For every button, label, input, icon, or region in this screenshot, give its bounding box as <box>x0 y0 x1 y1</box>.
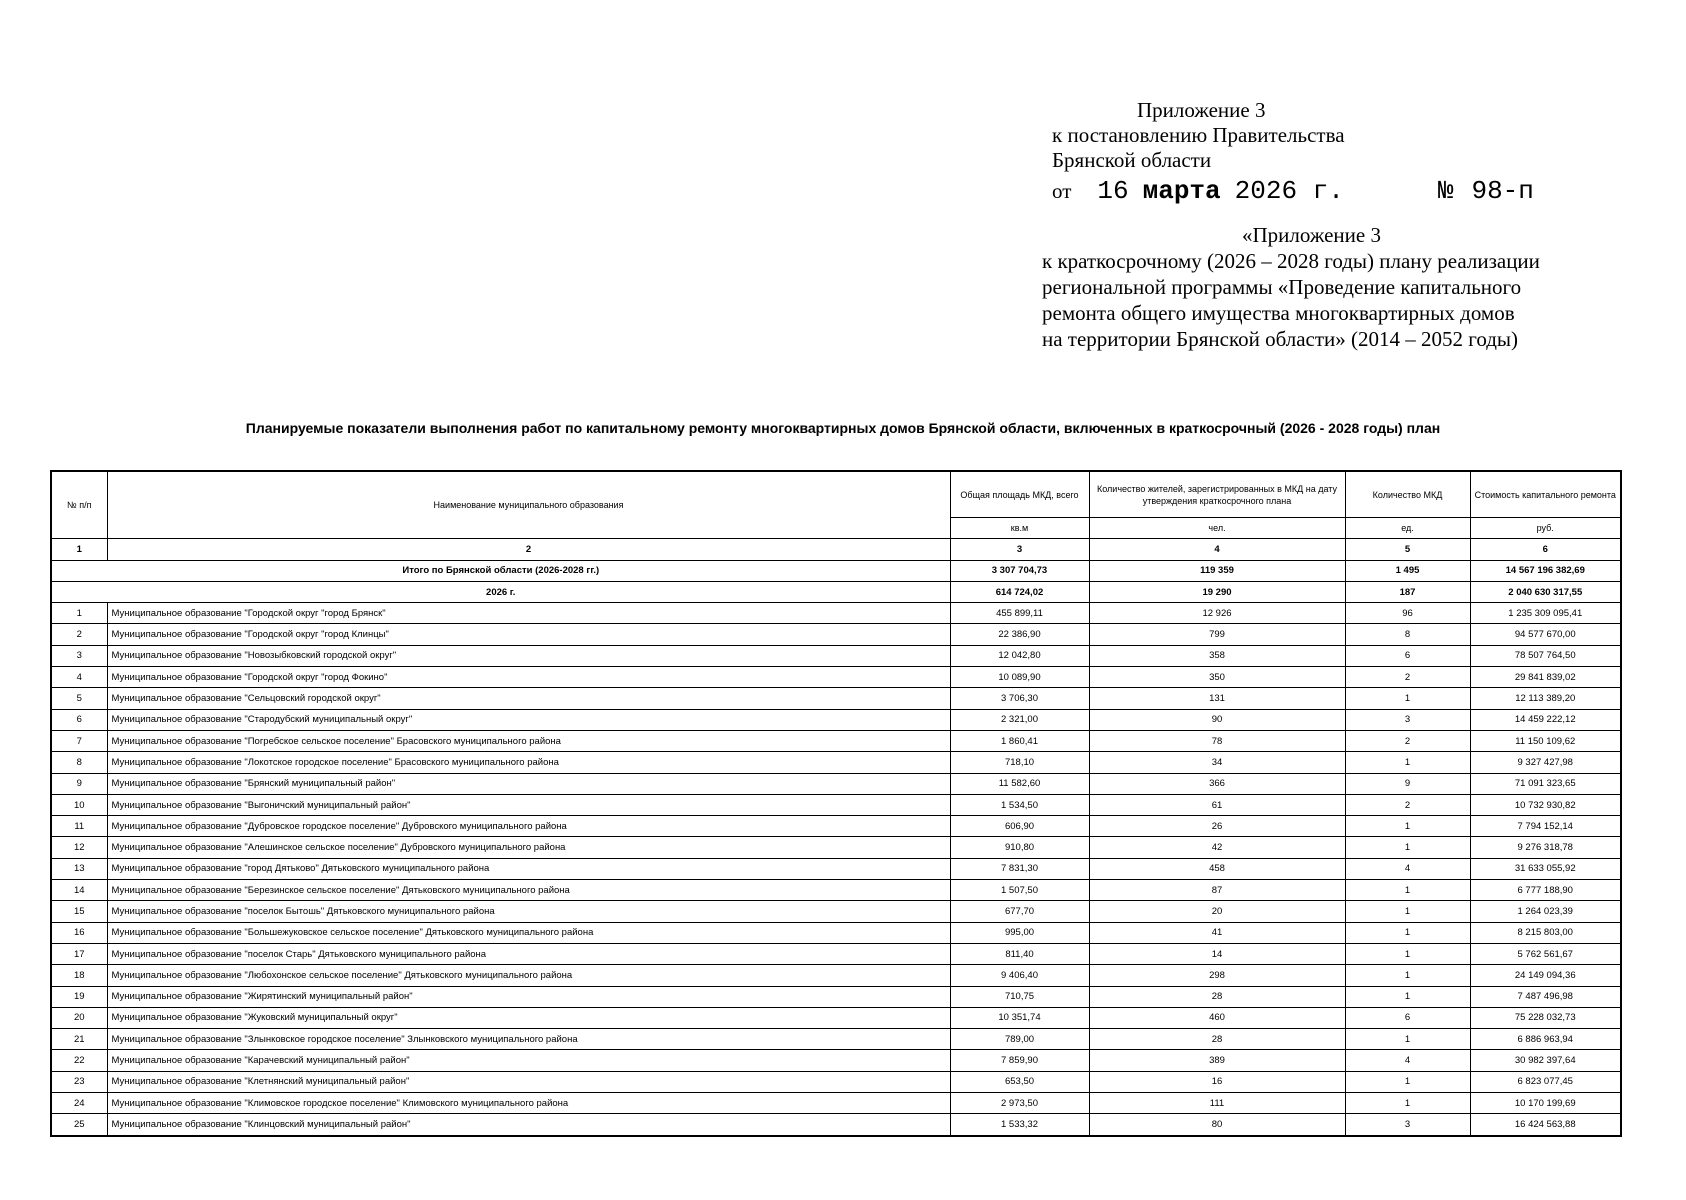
row-count: 2 <box>1345 667 1470 688</box>
row-cost: 5 762 561,67 <box>1470 943 1621 964</box>
row-cost: 1 235 309 095,41 <box>1470 603 1621 624</box>
row-cost: 6 777 188,90 <box>1470 880 1621 901</box>
row-name: Муниципальное образование "Большежуковское сельское поселение" Дятьковского муниципального района <box>107 922 950 943</box>
row-count: 6 <box>1345 1007 1470 1028</box>
total-area: 3 307 704,73 <box>950 560 1089 581</box>
row-area: 2 321,00 <box>950 709 1089 730</box>
annex-line-4: ремонта общего имущества многоквартирных домов <box>1042 301 1515 325</box>
resolution-date-line <box>1052 175 1534 207</box>
table-row <box>51 752 1621 773</box>
row-cost: 71 091 323,65 <box>1470 773 1621 794</box>
row-area: 3 706,30 <box>950 688 1089 709</box>
row-num: 20 <box>51 1007 107 1028</box>
row-name: Муниципальное образование "Климовское городское поселение" Климовского муниципального района <box>107 1093 950 1114</box>
year-residents: 19 290 <box>1089 581 1345 602</box>
row-num: 19 <box>51 986 107 1007</box>
row-area: 995,00 <box>950 922 1089 943</box>
table-row <box>51 858 1621 879</box>
row-num: 25 <box>51 1114 107 1136</box>
table-row <box>51 1093 1621 1114</box>
row-num: 2 <box>51 624 107 645</box>
row-name: Муниципальное образование "Любохонское сельское поселение" Дятьковского муниципального района <box>107 965 950 986</box>
table-row <box>51 880 1621 901</box>
row-num: 5 <box>51 688 107 709</box>
row-area: 455 899,11 <box>950 603 1089 624</box>
table-row <box>51 645 1621 666</box>
table-row <box>51 1029 1621 1050</box>
row-num: 9 <box>51 773 107 794</box>
row-num: 6 <box>51 709 107 730</box>
row-cost: 16 424 563,88 <box>1470 1114 1621 1136</box>
table-row <box>51 773 1621 794</box>
total-count: 1 495 <box>1345 560 1470 581</box>
table-row <box>51 730 1621 751</box>
annex-line-5: на территории Брянской области» (2014 – 2052 годы) <box>1042 327 1519 351</box>
row-residents: 358 <box>1089 645 1345 666</box>
row-num: 15 <box>51 901 107 922</box>
row-num: 12 <box>51 837 107 858</box>
row-area: 10 089,90 <box>950 667 1089 688</box>
row-count: 3 <box>1345 1114 1470 1136</box>
row-num: 23 <box>51 1071 107 1092</box>
resolution-reference: к постановлению Правительства <box>1052 123 1345 147</box>
row-area: 7 859,90 <box>950 1050 1089 1071</box>
row-residents: 42 <box>1089 837 1345 858</box>
row-residents: 28 <box>1089 986 1345 1007</box>
row-cost: 24 149 094,36 <box>1470 965 1621 986</box>
row-residents: 41 <box>1089 922 1345 943</box>
row-count: 4 <box>1345 1050 1470 1071</box>
table-row <box>51 901 1621 922</box>
header-area: Общая площадь МКД, всего <box>950 471 1089 518</box>
row-cost: 14 459 222,12 <box>1470 709 1621 730</box>
row-count: 1 <box>1345 752 1470 773</box>
row-count: 1 <box>1345 1093 1470 1114</box>
resolution-header <box>1052 98 1534 207</box>
header-name: Наименование муниципального образования <box>107 471 950 539</box>
row-residents: 20 <box>1089 901 1345 922</box>
table-row <box>51 1114 1621 1136</box>
row-residents: 16 <box>1089 1071 1345 1092</box>
row-residents: 61 <box>1089 794 1345 815</box>
row-name: Муниципальное образование "Клетнянский муниципальный район" <box>107 1071 950 1092</box>
row-num: 16 <box>51 922 107 943</box>
table-row <box>51 922 1621 943</box>
row-area: 606,90 <box>950 816 1089 837</box>
year-row <box>51 581 1621 602</box>
row-area: 677,70 <box>950 901 1089 922</box>
row-residents: 26 <box>1089 816 1345 837</box>
row-name: Муниципальное образование "Березинское сельское поселение" Дятьковского муниципального района <box>107 880 950 901</box>
table-row <box>51 603 1621 624</box>
number-label: № <box>1437 176 1454 206</box>
row-residents: 389 <box>1089 1050 1345 1071</box>
colnum-6: 6 <box>1470 539 1621 560</box>
row-area: 1 860,41 <box>950 730 1089 751</box>
row-cost: 6 823 077,45 <box>1470 1071 1621 1092</box>
capital-repair-table <box>50 470 1622 1137</box>
row-count: 2 <box>1345 730 1470 751</box>
row-residents: 78 <box>1089 730 1345 751</box>
table-row <box>51 943 1621 964</box>
row-area: 9 406,40 <box>950 965 1089 986</box>
row-num: 17 <box>51 943 107 964</box>
row-cost: 29 841 839,02 <box>1470 667 1621 688</box>
row-count: 1 <box>1345 943 1470 964</box>
table-title: Планируемые показатели выполнения работ по капитальному ремонту многоквартирных домов Брянской области, включенных в краткосрочный (2026 - 2028 годы) план <box>245 420 1441 436</box>
row-count: 4 <box>1345 858 1470 879</box>
row-count: 1 <box>1345 880 1470 901</box>
table-row <box>51 667 1621 688</box>
row-residents: 14 <box>1089 943 1345 964</box>
region-name: Брянской области <box>1052 148 1212 172</box>
row-num: 11 <box>51 816 107 837</box>
row-residents: 131 <box>1089 688 1345 709</box>
row-residents: 80 <box>1089 1114 1345 1136</box>
row-num: 4 <box>51 667 107 688</box>
row-name: Муниципальное образование "Жирятинский муниципальный район" <box>107 986 950 1007</box>
row-area: 710,75 <box>950 986 1089 1007</box>
table-row <box>51 965 1621 986</box>
row-residents: 87 <box>1089 880 1345 901</box>
date-month: марта <box>1142 176 1221 206</box>
row-cost: 10 170 199,69 <box>1470 1093 1621 1114</box>
colnum-5: 5 <box>1345 539 1470 560</box>
row-area: 11 582,60 <box>950 773 1089 794</box>
year-count: 187 <box>1345 581 1470 602</box>
row-residents: 34 <box>1089 752 1345 773</box>
total-residents: 119 359 <box>1089 560 1345 581</box>
table-row <box>51 1007 1621 1028</box>
row-name: Муниципальное образование "Алешинское сельское поселение" Дубровского муниципального района <box>107 837 950 858</box>
table-row <box>51 816 1621 837</box>
row-area: 22 386,90 <box>950 624 1089 645</box>
row-cost: 94 577 670,00 <box>1470 624 1621 645</box>
date-day: 16 <box>1097 176 1129 206</box>
row-name: Муниципальное образование "Дубровское городское поселение" Дубровского муниципального района <box>107 816 950 837</box>
row-cost: 8 215 803,00 <box>1470 922 1621 943</box>
row-count: 8 <box>1345 624 1470 645</box>
colnum-1: 1 <box>51 539 107 560</box>
row-residents: 350 <box>1089 667 1345 688</box>
row-count: 6 <box>1345 645 1470 666</box>
row-name: Муниципальное образование "Городской округ "город Брянск" <box>107 603 950 624</box>
row-count: 1 <box>1345 1029 1470 1050</box>
row-cost: 11 150 109,62 <box>1470 730 1621 751</box>
row-residents: 298 <box>1089 965 1345 986</box>
row-cost: 31 633 055,92 <box>1470 858 1621 879</box>
table-row <box>51 688 1621 709</box>
row-name: Муниципальное образование "Жуковский муниципальный округ" <box>107 1007 950 1028</box>
row-area: 910,80 <box>950 837 1089 858</box>
row-residents: 366 <box>1089 773 1345 794</box>
table-row <box>51 837 1621 858</box>
row-residents: 111 <box>1089 1093 1345 1114</box>
row-count: 1 <box>1345 1071 1470 1092</box>
year-area: 614 724,02 <box>950 581 1089 602</box>
colnum-4: 4 <box>1089 539 1345 560</box>
row-name: Муниципальное образование "Погребское сельское поселение" Брасовского муниципального района <box>107 730 950 751</box>
row-count: 1 <box>1345 688 1470 709</box>
row-num: 8 <box>51 752 107 773</box>
row-residents: 90 <box>1089 709 1345 730</box>
row-residents: 12 926 <box>1089 603 1345 624</box>
table-row <box>51 1071 1621 1092</box>
row-count: 1 <box>1345 986 1470 1007</box>
row-name: Муниципальное образование "поселок Бытошь" Дятьковского муниципального района <box>107 901 950 922</box>
row-name: Муниципальное образование "город Дятьково" Дятьковского муниципального района <box>107 858 950 879</box>
row-residents: 458 <box>1089 858 1345 879</box>
header-cost: Стоимость капитального ремонта <box>1470 471 1621 518</box>
row-area: 7 831,30 <box>950 858 1089 879</box>
row-name: Муниципальное образование "Городской округ "город Фокино" <box>107 667 950 688</box>
row-count: 1 <box>1345 816 1470 837</box>
row-name: Муниципальное образование "Локотское городское поселение" Брасовского муниципального района <box>107 752 950 773</box>
annex-line-2: к краткосрочному (2026 – 2028 годы) плану реализации <box>1042 249 1540 273</box>
row-num: 22 <box>51 1050 107 1071</box>
table-row <box>51 624 1621 645</box>
row-area: 789,00 <box>950 1029 1089 1050</box>
row-residents: 28 <box>1089 1029 1345 1050</box>
row-area: 811,40 <box>950 943 1089 964</box>
row-cost: 10 732 930,82 <box>1470 794 1621 815</box>
header-residents: Количество жителей, зарегистрированных в МКД на дату утверждения краткосрочного плана <box>1089 471 1345 518</box>
row-cost: 75 228 032,73 <box>1470 1007 1621 1028</box>
unit-cost: руб. <box>1470 518 1621 539</box>
row-area: 1 533,32 <box>950 1114 1089 1136</box>
row-name: Муниципальное образование "Городской округ "город Клинцы" <box>107 624 950 645</box>
row-area: 2 973,50 <box>950 1093 1089 1114</box>
unit-residents: чел. <box>1089 518 1345 539</box>
date-prefix: от <box>1052 179 1072 203</box>
row-num: 7 <box>51 730 107 751</box>
total-row <box>51 560 1621 581</box>
annex-line-1: «Приложение 3 <box>1242 223 1381 247</box>
appendix-label: Приложение 3 <box>1137 98 1266 122</box>
date-year: 2026 г. <box>1234 176 1344 206</box>
row-name: Муниципальное образование "Клинцовский муниципальный район" <box>107 1114 950 1136</box>
row-residents: 799 <box>1089 624 1345 645</box>
row-name: Муниципальное образование "Злынковское городское поселение" Злынковского муниципального района <box>107 1029 950 1050</box>
row-count: 9 <box>1345 773 1470 794</box>
table-row <box>51 794 1621 815</box>
row-num: 13 <box>51 858 107 879</box>
annex-line-3: региональной программы «Проведение капитального <box>1042 275 1522 299</box>
table-row <box>51 986 1621 1007</box>
row-count: 96 <box>1345 603 1470 624</box>
resolution-number: 98-п <box>1471 176 1534 206</box>
row-residents: 460 <box>1089 1007 1345 1028</box>
row-cost: 7 794 152,14 <box>1470 816 1621 837</box>
table-row <box>51 1050 1621 1071</box>
header-num: № п/п <box>51 471 107 539</box>
row-area: 10 351,74 <box>950 1007 1089 1028</box>
row-area: 1 534,50 <box>950 794 1089 815</box>
row-count: 1 <box>1345 922 1470 943</box>
row-area: 718,10 <box>950 752 1089 773</box>
year-label: 2026 г. <box>51 581 950 602</box>
row-count: 3 <box>1345 709 1470 730</box>
row-num: 1 <box>51 603 107 624</box>
row-area: 653,50 <box>950 1071 1089 1092</box>
header-count: Количество МКД <box>1345 471 1470 518</box>
row-cost: 9 327 427,98 <box>1470 752 1621 773</box>
row-count: 1 <box>1345 901 1470 922</box>
row-cost: 12 113 389,20 <box>1470 688 1621 709</box>
row-cost: 7 487 496,98 <box>1470 986 1621 1007</box>
row-cost: 30 982 397,64 <box>1470 1050 1621 1071</box>
row-num: 18 <box>51 965 107 986</box>
row-num: 24 <box>51 1093 107 1114</box>
row-cost: 78 507 764,50 <box>1470 645 1621 666</box>
row-count: 1 <box>1345 965 1470 986</box>
colnum-2: 2 <box>107 539 950 560</box>
row-num: 14 <box>51 880 107 901</box>
row-num: 21 <box>51 1029 107 1050</box>
row-count: 1 <box>1345 837 1470 858</box>
unit-count: ед. <box>1345 518 1470 539</box>
total-label: Итого по Брянской области (2026-2028 гг.) <box>51 560 950 581</box>
total-cost: 14 567 196 382,69 <box>1470 560 1621 581</box>
row-name: Муниципальное образование "Стародубский муниципальный округ" <box>107 709 950 730</box>
year-cost: 2 040 630 317,55 <box>1470 581 1621 602</box>
row-name: Муниципальное образование "Карачевский муниципальный район" <box>107 1050 950 1071</box>
row-name: Муниципальное образование "Брянский муниципальный район" <box>107 773 950 794</box>
row-area: 12 042,80 <box>950 645 1089 666</box>
row-name: Муниципальное образование "Сельцовский городской округ" <box>107 688 950 709</box>
row-name: Муниципальное образование "Новозыбковский городской округ" <box>107 645 950 666</box>
row-num: 3 <box>51 645 107 666</box>
row-name: Муниципальное образование "поселок Старь" Дятьковского муниципального района <box>107 943 950 964</box>
row-area: 1 507,50 <box>950 880 1089 901</box>
row-cost: 1 264 023,39 <box>1470 901 1621 922</box>
row-cost: 9 276 318,78 <box>1470 837 1621 858</box>
unit-area: кв.м <box>950 518 1089 539</box>
row-num: 10 <box>51 794 107 815</box>
row-name: Муниципальное образование "Выгоничский муниципальный район" <box>107 794 950 815</box>
row-count: 2 <box>1345 794 1470 815</box>
annex-heading <box>1042 222 1540 352</box>
colnum-3: 3 <box>950 539 1089 560</box>
row-cost: 6 886 963,94 <box>1470 1029 1621 1050</box>
table-row <box>51 709 1621 730</box>
